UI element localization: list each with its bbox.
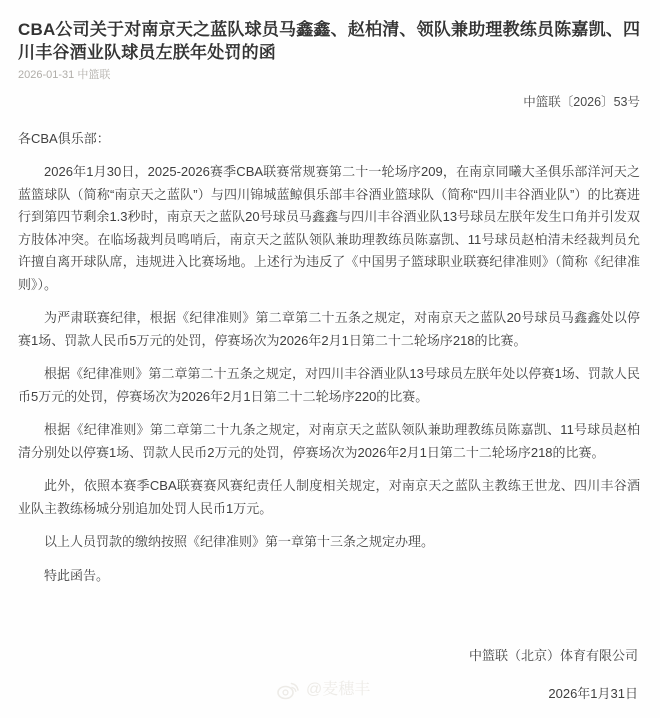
signature-company: 中篮联（北京）体育有限公司 [468, 648, 638, 663]
document-number: 中篮联〔2026〕53号 [523, 95, 640, 109]
body-paragraph: 以上人员罚款的缴纳按照《纪律准则》第一章第十三条之规定办理。 [44, 534, 435, 549]
article-meta-dateline: 2026-01-31 中篮联 [18, 69, 111, 81]
weibo-icon [276, 680, 300, 700]
signature-date: 2026年1月31日 [548, 686, 638, 701]
salutation: 各CBA俱乐部： [18, 131, 110, 146]
watermark-handle: @麦穗丰 [306, 681, 371, 698]
document-body [18, 161, 640, 587]
page-title: CBA公司关于对南京天之蓝队球员马鑫鑫、赵柏清、领队兼助理教练员陈嘉凯、四川丰谷酒业队球员左朕年处罚的函 [18, 20, 641, 62]
body-paragraph: 根据《纪律准则》第二章第二十九条之规定，对南京天之蓝队领队兼助理教练员陈嘉凯、11号球员赵柏清分别处以停赛1场、罚款人民币2万元的处罚，停赛场次为2026年2月1日第二十二轮场序218的比赛。 [18, 422, 640, 460]
body-paragraph: 特此函告。 [44, 567, 110, 583]
body-paragraph: 根据《纪律准则》第二章第二十五条之规定，对四川丰谷酒业队13号球员左朕年处以停赛1场、罚款人民币5万元的处罚，停赛场次为2026年2月1日第二十二轮场序220的比赛。 [18, 366, 640, 404]
signature-block [469, 648, 638, 702]
body-paragraph: 此外，依照本赛季CBA联赛赛风赛纪责任人制度相关规定，对南京天之蓝队主教练王世龙、四川丰谷酒业队主教练杨城分别追加处罚人民币1万元。 [18, 478, 640, 516]
body-paragraph: 2026年1月30日，2025-2026赛季CBA联赛常规赛第二十一轮场序209，在南京同曦大圣俱乐部洋河天之蓝篮球队（简称“南京天之蓝队”）与四川锦城蓝鲸俱乐部丰谷酒业篮球队（简称“四川丰谷酒业队”）的比赛进行到第四节剩余1.3秒时，南京天之蓝队20号球员马鑫鑫与四川丰谷酒业队13号球员左朕年发生口角并引发双方肢体冲突。在临场裁判员鸣哨后，南京天之蓝队领队兼助理教练员陈嘉凯、11号球员赵柏清未经裁判员允许擅自离开球队席，违规进入比赛场地。上述行为违反了《中国男子篮球职业联赛纪律准则》（简称《纪律准则》）。 [18, 164, 640, 292]
body-paragraph: 为严肃联赛纪律，根据《纪律准则》第二章第二十五条之规定，对南京天之蓝队20号球员马鑫鑫处以停赛1场、罚款人民币5万元的处罚，停赛场次为2026年2月1日第二十二轮场序218的比赛。 [18, 310, 640, 348]
weibo-watermark [276, 680, 370, 700]
